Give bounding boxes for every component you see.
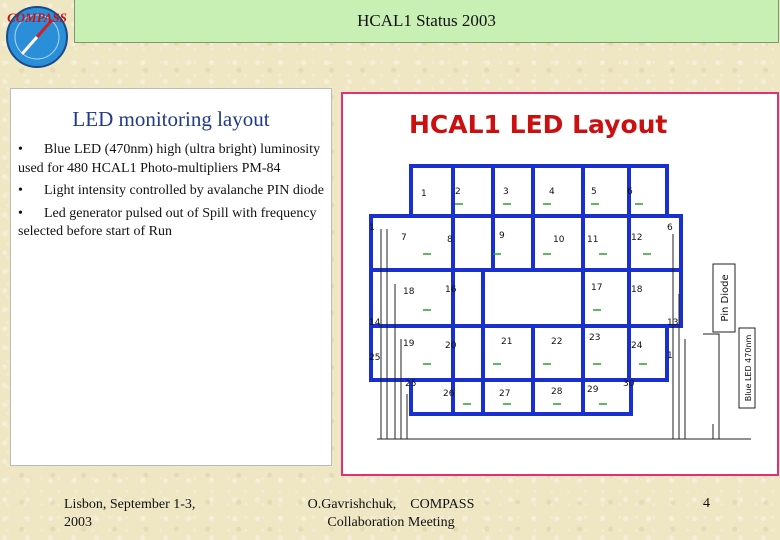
cell-number: 5 xyxy=(591,187,597,197)
led-layout-diagram xyxy=(343,94,777,474)
bullet-dot: • xyxy=(18,142,23,157)
led-monitoring-panel xyxy=(10,88,332,466)
cell-number: 28 xyxy=(551,387,563,397)
cell-number: 14 xyxy=(369,318,381,328)
led-monitoring-title: LED monitoring layout xyxy=(72,107,270,131)
cell-number: 30 xyxy=(623,379,635,389)
cell-number: 17 xyxy=(591,283,603,293)
logo-text: COMPASS xyxy=(7,10,67,25)
cell-number: 1 xyxy=(667,351,673,361)
led-layout-title: HCAL1 LED Layout xyxy=(409,110,668,139)
bullet-item: • Led generator pulsed out of Spill with frequency selected before start of Run xyxy=(18,205,317,239)
cell-number: 2 xyxy=(455,187,461,197)
cell-number: 18 xyxy=(631,285,643,295)
cell-number: 18 xyxy=(403,287,415,297)
fibre-markers xyxy=(423,204,651,404)
fibre-leads xyxy=(377,229,751,439)
page-number: 4 xyxy=(703,496,710,511)
cell-number-labels xyxy=(369,187,678,399)
cell-number: 25 xyxy=(369,353,381,363)
led-layout-panel xyxy=(341,92,779,476)
cell-number: 6 xyxy=(627,187,633,197)
cell-number: 11 xyxy=(587,235,599,245)
bullet-item: • Blue LED (470nm) high (ultra bright) luminosity used for 480 HCAL1 Photo-multipliers PM-84 xyxy=(18,142,321,176)
cell-number: 10 xyxy=(553,235,565,245)
cell-number: 8 xyxy=(447,235,453,245)
slide-title-bar xyxy=(74,0,779,43)
cell-number: 21 xyxy=(501,337,513,347)
cell-number: 16 xyxy=(445,285,457,295)
cell-number: 27 xyxy=(499,389,511,399)
cell-number: 22 xyxy=(551,337,563,347)
cell-number: 6 xyxy=(667,223,673,233)
cell-number: 1 xyxy=(369,223,375,233)
cell-number: 20 xyxy=(445,341,457,351)
cell-number: 1 xyxy=(421,189,427,199)
cell-number: 23 xyxy=(589,333,601,343)
compass-logo xyxy=(2,2,72,68)
slide-title: HCAL1 Status 2003 xyxy=(357,11,496,30)
footer-location: Lisbon, September 1-3, 2003 xyxy=(64,497,196,530)
cell-number: 12 xyxy=(631,233,643,243)
cell-number: 29 xyxy=(587,385,599,395)
cell-number: 3 xyxy=(503,187,509,197)
bullet-dot: • xyxy=(18,183,23,198)
cell-number: 13 xyxy=(667,318,679,328)
bullet-list xyxy=(18,141,326,246)
pin-diode-label: Pin Diode xyxy=(720,274,731,322)
blue-led-label: Blue LED 470nm xyxy=(744,334,753,402)
cell-number: 9 xyxy=(499,231,505,241)
footer-author: O.Gavrishchuk, COMPASS Collaboration Meeting xyxy=(307,497,475,530)
cell-number: 24 xyxy=(631,341,643,351)
bullet-dot: • xyxy=(18,205,23,221)
cell-number: 4 xyxy=(549,187,555,197)
cell-number: 26 xyxy=(443,389,455,399)
cell-number: 7 xyxy=(401,233,407,243)
bullet-item: • Light intensity controlled by avalanche PIN diode xyxy=(18,182,326,201)
cell-number: 19 xyxy=(403,339,415,349)
cell-number: 25 xyxy=(405,379,417,389)
